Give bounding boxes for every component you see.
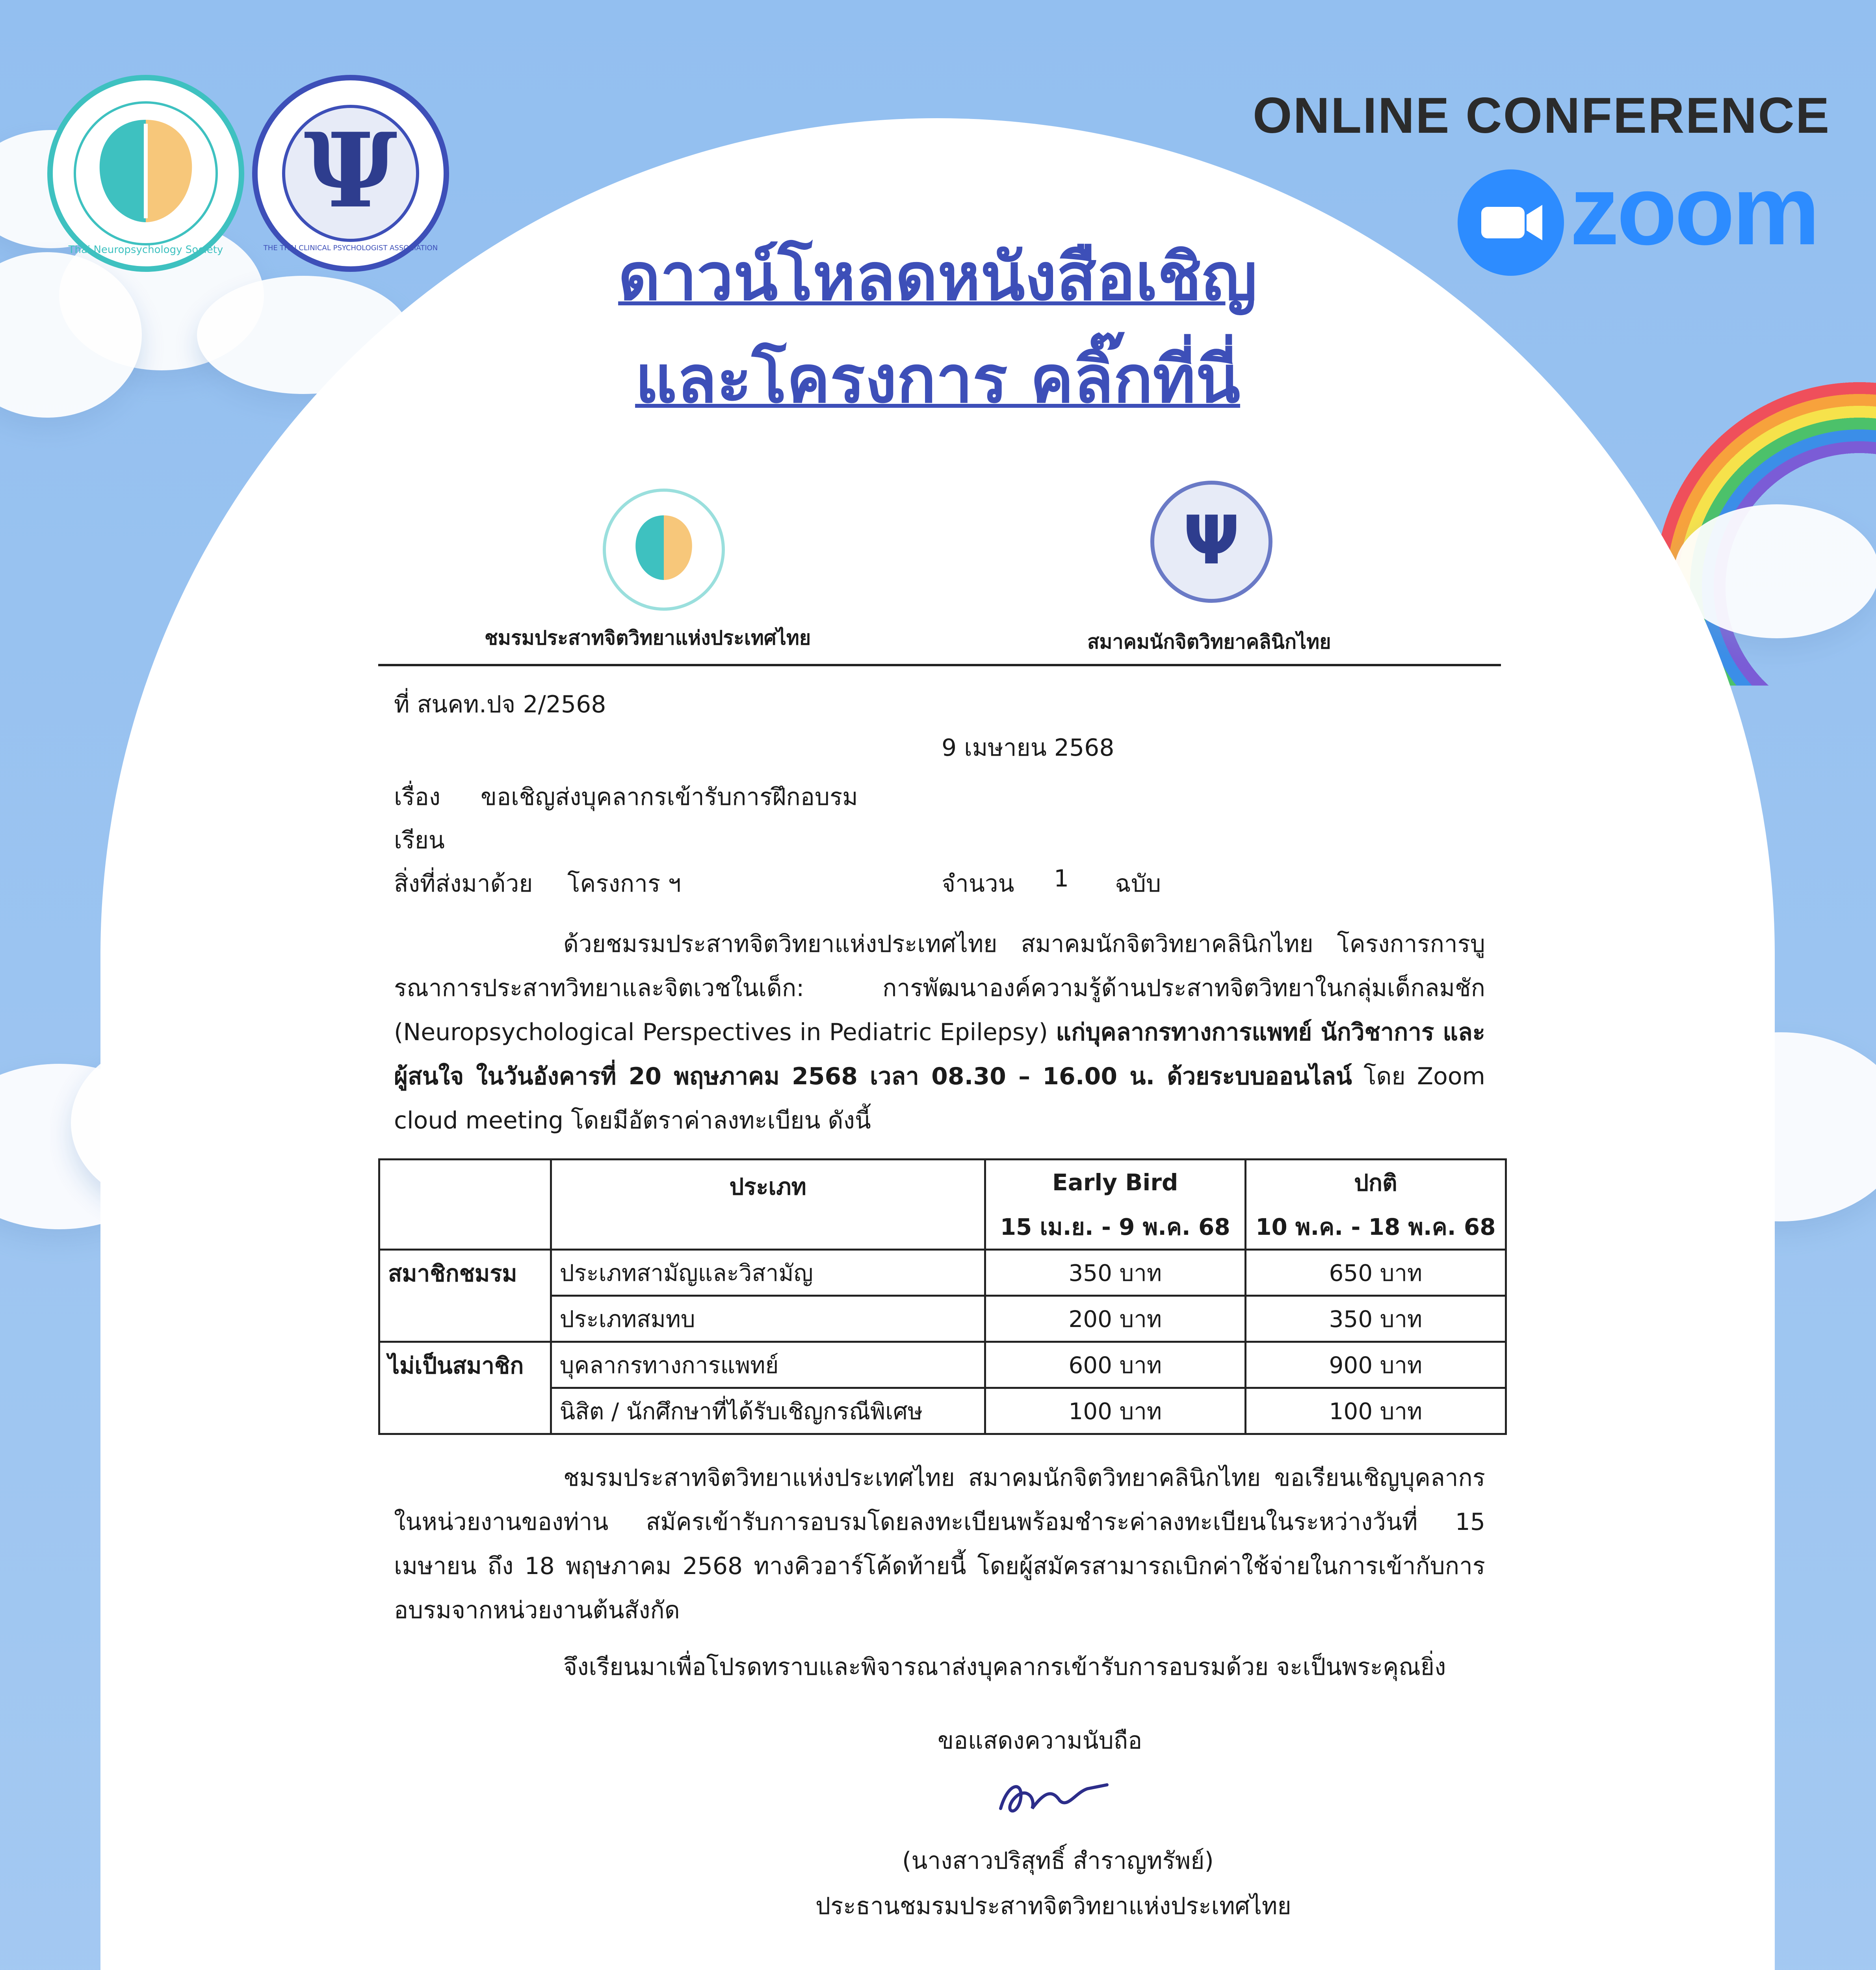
letter-logo-left: [603, 489, 725, 611]
table-header-early: Early Bird: [985, 1160, 1245, 1205]
table-header-normal-dates: 10 พ.ค. - 18 พ.ค. 68: [1245, 1204, 1506, 1250]
zoom-camera-icon: [1458, 169, 1564, 276]
table-header-early-dates: 15 เม.ย. - 9 พ.ค. 68: [985, 1204, 1245, 1250]
download-link-line1[interactable]: ดาวน์โหลดหนังสือเชิญ: [618, 239, 1257, 315]
intro-paragraph: [394, 922, 1485, 1143]
quantity-label: จำนวน: [942, 870, 1014, 898]
table-header-normal: ปกติ: [1245, 1160, 1506, 1205]
enclosure-label: สิ่งที่ส่งมาด้วย: [394, 870, 533, 898]
intro-text: ด้วยชมรมประสาทจิตวิทยาแห่งประเทศไทย สมาคมนักจิตวิทยาคลินิกไทย โครงการการบูรณาการประสาทวิทยาและจิตเวชในเด็ก: การพัฒนาองค์ความรู้ด้านประสาทจิตวิทยาในกลุ่มเด็กลมชัก (Neuropsychological Perspectives in Pediatric Epilepsy): [394, 930, 1485, 1046]
registration-paragraph: ชมรมประสาทจิตวิทยาแห่งประเทศไทย สมาคมนักจิตวิทยาคลินิกไทย ขอเรียนเชิญบุคลากรในหน่วยงานของท่าน สมัครเข้ารับการอบรมโดยลงทะเบียนพร้อมชำระค่าลงทะเบียนในระหว่างวันที่ 15 เมษายน ถึง 18 พฤษภาคม 2568 ทางคิวอาร์โค้ดท้ายนี้ โดยผู้สมัครสามารถเบิกค่าใช้จ่ายในการเข้ากับการอบรมจากหน่วยงานต้นสังกัด: [394, 1464, 1485, 1624]
table-header-row: [379, 1160, 1506, 1205]
table-header-group: [379, 1160, 551, 1250]
to-label: เรียน: [394, 827, 445, 854]
header-divider: [378, 664, 1501, 666]
letter-org-left: ชมรมประสาทจิตวิทยาแห่งประเทศไทย: [485, 626, 811, 649]
enclosure-text: โครงการ ฯ: [567, 870, 681, 898]
quantity-unit: ฉบับ: [1115, 870, 1161, 898]
closing-salutation: ขอแสดงความนับถือ: [938, 1727, 1142, 1754]
row-early-fee: 200 บาท: [985, 1296, 1245, 1342]
table-header-type: ประเภท: [551, 1160, 985, 1250]
row-group: ไม่เป็นสมาชิก: [379, 1342, 551, 1388]
table-row: [379, 1296, 1506, 1342]
letter-logo-right: [1150, 481, 1272, 603]
cloud-decoration: [1674, 504, 1876, 638]
signer-title: ประธานชมรมประสาทจิตวิทยาแห่งประเทศไทย: [815, 1892, 1291, 1920]
subject-text: ขอเชิญส่งบุคลากรเข้ารับการฝึกอบรม: [481, 783, 858, 811]
row-type: บุคลากรทางการแพทย์: [551, 1342, 985, 1388]
row-group: [379, 1296, 551, 1342]
subject-label: เรื่อง: [394, 783, 441, 811]
intro-text-end: โดย Zoom cloud meeting โดยมีอัตราค่าลงทะเบียน ดังนี้: [394, 1063, 1485, 1134]
online-conference-label: ONLINE CONFERENCE: [1253, 87, 1831, 144]
neuropsychology-society-logo[interactable]: [47, 75, 244, 272]
table-row: [379, 1342, 1506, 1388]
invitation-letter: [378, 465, 1513, 1970]
zoom-wordmark: zoom: [1570, 155, 1818, 265]
row-group: [379, 1388, 551, 1434]
row-early-fee: 600 บาท: [985, 1342, 1245, 1388]
row-normal-fee: 650 บาท: [1245, 1250, 1506, 1296]
letter-reference: ที่ สนคท.ปจ 2/2568: [394, 691, 606, 718]
table-row: [379, 1388, 1506, 1434]
letter-org-right: สมาคมนักจิตวิทยาคลินิกไทย: [1087, 630, 1331, 653]
row-early-fee: 100 บาท: [985, 1388, 1245, 1434]
quantity-value: 1: [1054, 865, 1069, 892]
row-type: ประเภทสมทบ: [551, 1296, 985, 1342]
logo-label: THE THAI CLINICAL PSYCHOLOGIST ASSOCIATION: [263, 244, 438, 252]
closing-paragraph: จึงเรียนมาเพื่อโปรดทราบและพิจารณาส่งบุคลากรเข้ารับการอบรมด้วย จะเป็นพระคุณยิ่ง: [563, 1653, 1446, 1681]
row-normal-fee: 900 บาท: [1245, 1342, 1506, 1388]
clinical-psychologist-association-logo[interactable]: [252, 75, 449, 272]
signature-image: [993, 1765, 1119, 1824]
row-type: ประเภทสามัญและวิสามัญ: [551, 1250, 985, 1296]
intro-emphasis: แก่บุคลากรทางการแพทย์ นักวิชาการ และผู้สนใจ ในวันอังคารที่ 20 พฤษภาคม 2568 เวลา 08.30 – 16.00 น. ด้วยระบบออนไลน์: [394, 1018, 1485, 1090]
logo-label: Thai Neuropsychology Society: [68, 244, 223, 256]
row-type: นิสิต / นักศึกษาที่ได้รับเชิญกรณีพิเศษ: [551, 1388, 985, 1434]
download-link-line2[interactable]: และโครงการ คลิ๊กที่นี่: [635, 342, 1240, 417]
signer-name: (นางสาวปริสุทธิ์ สำราญทรัพย์): [902, 1847, 1214, 1875]
letter-date: 9 เมษายน 2568: [942, 734, 1114, 762]
table-row: [379, 1250, 1506, 1296]
row-early-fee: 350 บาท: [985, 1250, 1245, 1296]
registration-fee-table: [378, 1158, 1507, 1435]
row-normal-fee: 350 บาท: [1245, 1296, 1506, 1342]
row-group: สมาชิกชมรม: [379, 1250, 551, 1296]
svg-text:Ψ: Ψ: [304, 111, 397, 231]
svg-text:Ψ: Ψ: [1183, 502, 1240, 580]
row-normal-fee: 100 บาท: [1245, 1388, 1506, 1434]
